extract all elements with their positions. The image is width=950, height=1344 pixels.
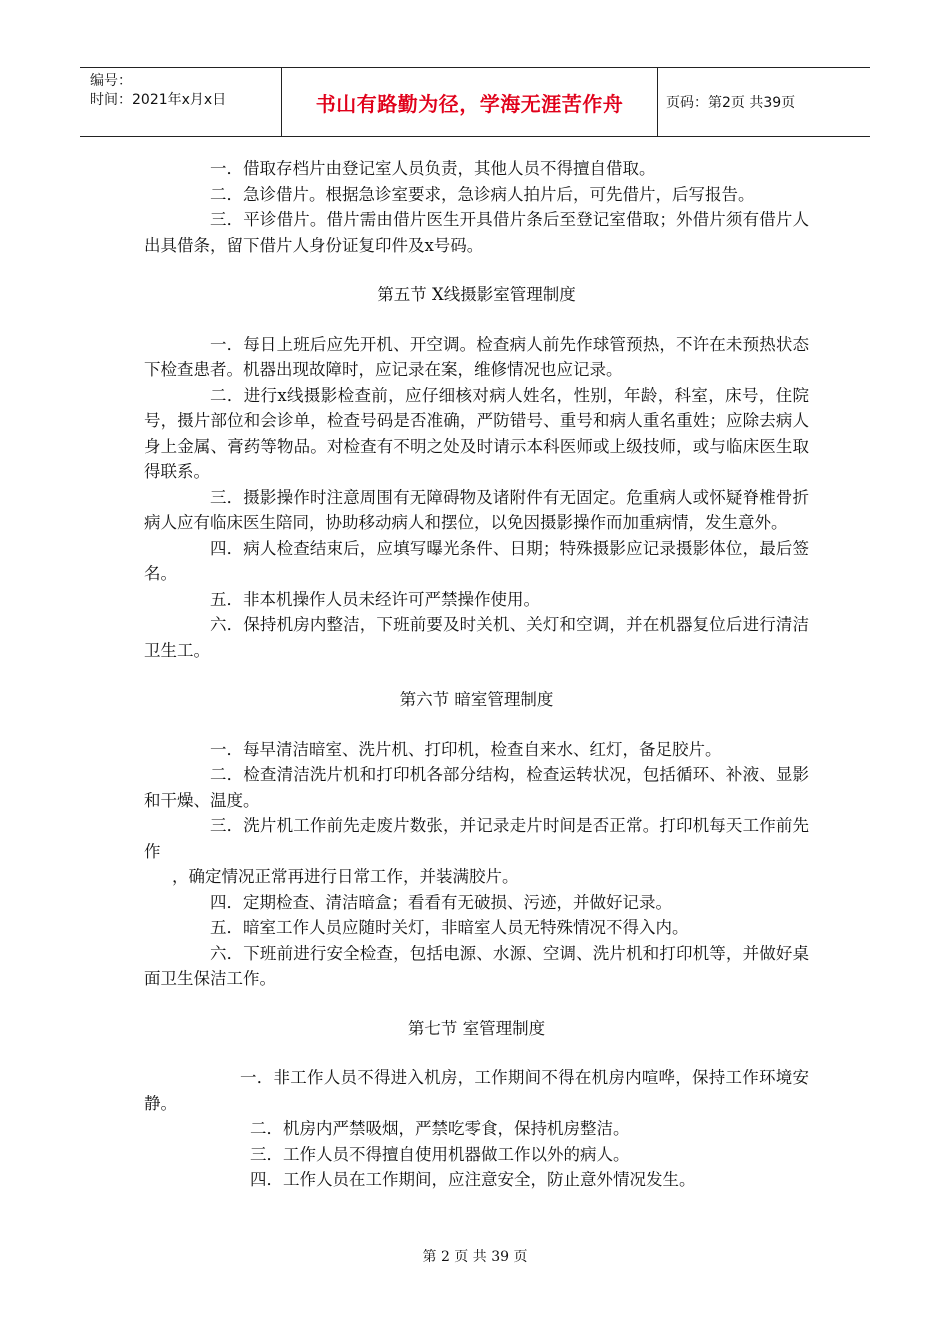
paragraph: 六．下班前进行安全检查，包括电源、水源、空调、洗片机和打印机等，并做好桌面卫生保洁工作。 bbox=[144, 943, 809, 988]
paragraph: 三．摄影操作时注意周围有无障碍物及诸附件有无固定。危重病人或怀疑脊椎骨折病人应有临床医生陪同，协助移动病人和摆位，以免因摄影操作而加重病情，发生意外。 bbox=[144, 487, 809, 532]
page-header bbox=[80, 67, 870, 137]
paragraph: 三．洗片机工作前先走废片数张，并记录走片时间是否正常。打印机每天工作前先作 bbox=[144, 816, 809, 861]
paragraph: 二．急诊借片。根据急诊室要求，急诊病人拍片后，可先借片，后写报告。 bbox=[210, 184, 755, 204]
document-body bbox=[144, 156, 809, 1193]
paragraph-continuation: ，确定情况正常再进行日常工作，并装满胶片。 bbox=[172, 867, 519, 886]
header-page-info: 页码：第2页 共39页 bbox=[666, 95, 796, 111]
paragraph: 三．工作人员不得擅自使用机器做工作以外的病人。 bbox=[250, 1144, 630, 1164]
paragraph: 四．定期检查、清洁暗盒；看看有无破损、污迹，并做好记录。 bbox=[210, 892, 672, 912]
section-heading: 第五节 X线摄影室管理制度 bbox=[377, 285, 576, 304]
section-heading: 第七节 室管理制度 bbox=[407, 1018, 546, 1038]
header-motto: 书山有路勤为径，学海无涯苦作舟 bbox=[282, 68, 658, 136]
paragraph: 一．非工作人员不得进入机房，工作期间不得在机房内喧哗，保持工作环境安静。 bbox=[144, 1068, 809, 1113]
paragraph: 四．工作人员在工作期间，应注意安全，防止意外情况发生。 bbox=[250, 1170, 696, 1189]
header-meta bbox=[80, 68, 282, 136]
page-footer: 第 2 页 共 39 页 bbox=[422, 1249, 528, 1265]
paragraph: 二．进行x线摄影检查前，应仔细核对病人姓名，性别，年龄，科室，床号，住院号，摄片部位和会诊单，检查号码是否准确，严防错号、重号和病人重名重姓；应除去病人身上金属、膏药等物品。对检查有不明之处及时请示本科医师或上级技师，或与临床医生取得联系。 bbox=[144, 385, 809, 481]
paragraph: 五．暗室工作人员应随时关灯，非暗室人员无特殊情况不得入内。 bbox=[210, 918, 689, 937]
paragraph: 三．平诊借片。借片需由借片医生开具借片条后至登记室借取；外借片须有借片人出具借条，留下借片人身份证复印件及x号码。 bbox=[144, 210, 809, 255]
paragraph: 二．检查清洁洗片机和打印机各部分结构，检查运转状况，包括循环、补液、显影和干燥、温度。 bbox=[144, 765, 809, 810]
paragraph: 六．保持机房内整洁，下班前要及时关机、关灯和空调，并在机器复位后进行清洁卫生工。 bbox=[144, 615, 809, 660]
paragraph: 二．机房内严禁吸烟，严禁吃零食，保持机房整洁。 bbox=[250, 1119, 630, 1138]
paragraph: 一．每日上班后应先开机、开空调。检查病人前先作球管预热，不许在未预热状态下检查患者。机器出现故障时，应记录在案，维修情况也应记录。 bbox=[144, 334, 809, 379]
paragraph: 一．每早清洁暗室、洗片机、打印机，检查自来水、红灯，备足胶片。 bbox=[210, 739, 722, 759]
doc-number-label: 编号： bbox=[90, 73, 132, 89]
paragraph: 五．非本机操作人员未经许可严禁操作使用。 bbox=[210, 589, 540, 609]
doc-date-label: 时间：2021年x月x日 bbox=[90, 92, 227, 108]
paragraph: 四．病人检查结束后，应填写曝光条件、日期；特殊摄影应记录摄影体位，最后签名。 bbox=[144, 538, 809, 583]
paragraph: 一．借取存档片由登记室人员负责，其他人员不得擅自借取。 bbox=[210, 159, 656, 178]
section-heading: 第六节 暗室管理制度 bbox=[399, 690, 554, 709]
